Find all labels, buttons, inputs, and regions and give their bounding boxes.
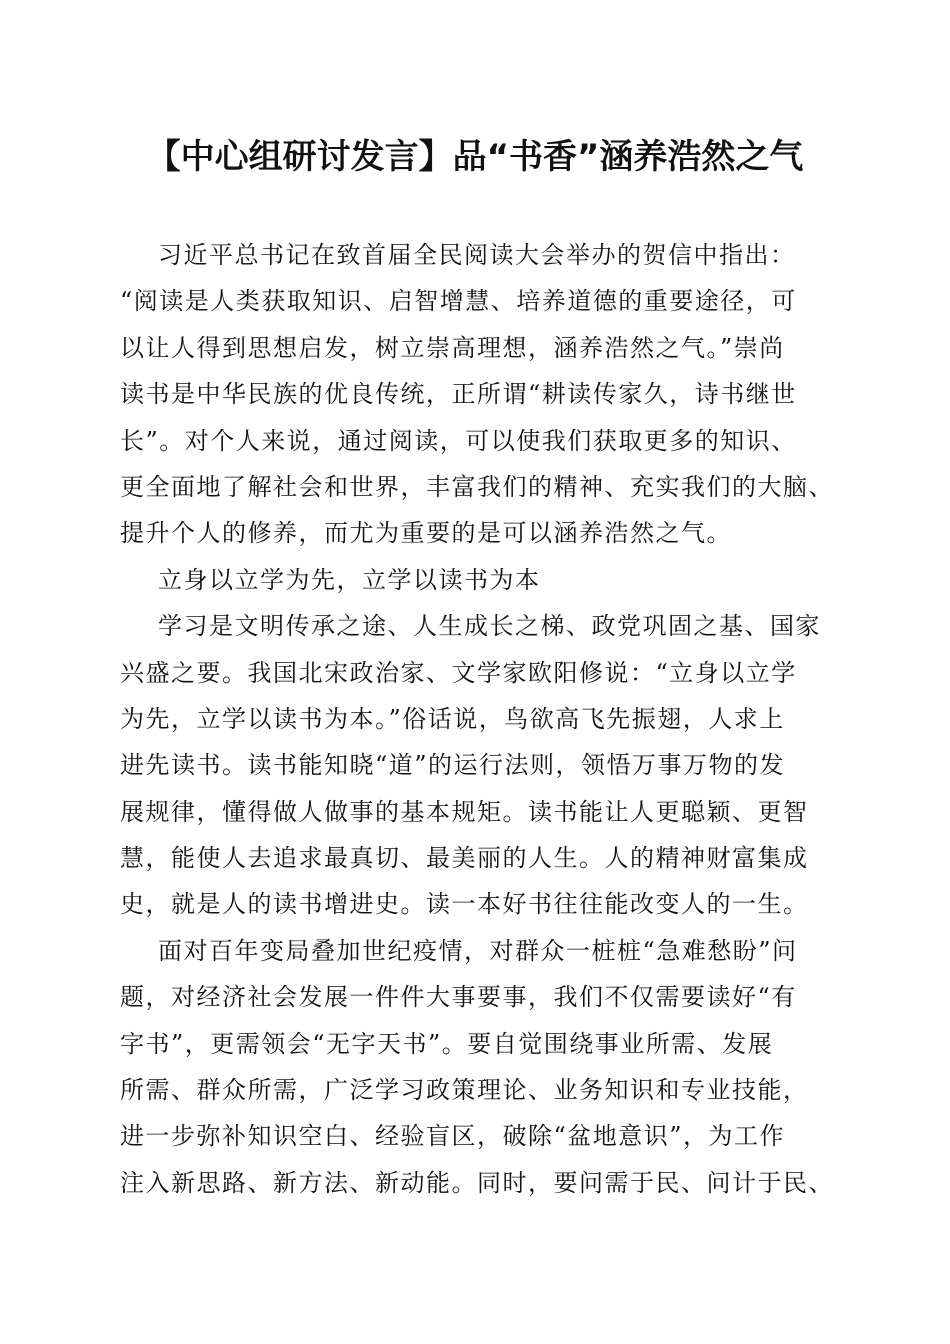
document-title: 【中心组研讨发言】品“书香”涵养浩然之气 (146, 137, 804, 177)
text-line: 为先，立学以读书为本。”俗话说，鸟欲高飞先振翅，人求上 (120, 704, 785, 733)
text-line: 提升个人的修养，而尤为重要的是可以涵养浩然之气。 (120, 519, 732, 548)
text-line: 立身以立学为先，立学以读书为本 (158, 565, 541, 594)
text-line: 题，对经济社会发展一件件大事要事，我们不仅需要读好“有 (120, 983, 797, 1012)
text-line: 以让人得到思想启发，树立崇高理想，涵养浩然之气。”崇尚 (120, 333, 785, 362)
text-line: 习近平总书记在致首届全民阅读大会举办的贺信中指出： (158, 241, 796, 269)
text-line: 学习是文明传承之途、人生成长之梯、政党巩固之基、国家 (158, 612, 821, 641)
text-line: 史，就是人的读书增进史。读一本好书往往能改变人的一生。 (120, 890, 809, 919)
text-line: 进先读书。读书能知晓“道”的运行法则，领悟万事万物的发 (120, 751, 786, 780)
document-body (120, 232, 860, 1206)
text-line: 读书是中华民族的优良传统，正所谓“耕读传家久，诗书继世 (120, 380, 797, 409)
text-line: 所需、群众所需，广泛学习政策理论、业务知识和专业技能， (120, 1076, 809, 1105)
text-line: 兴盛之要。我国北宋政治家、文学家欧阳修说：“立身以立学 (120, 658, 797, 687)
text-line: 字书”，更需领会“无字天书”。要自觉围绕事业所需、发展 (120, 1029, 774, 1058)
text-line: 进一步弥补知识空白、经验盲区，破除“盆地意识”，为工作 (120, 1122, 786, 1151)
text-line: “阅读是人类获取知识、启智增慧、培养道德的重要途径，可 (120, 287, 797, 316)
text-line: 面对百年变局叠加世纪疫情，对群众一桩桩“急难愁盼”问 (158, 936, 798, 965)
text-line: 更全面地了解社会和世界，丰富我们的精神、充实我们的大脑、 (120, 472, 834, 501)
text-line: 长”。对个人来说，通过阅读，可以使我们获取更多的知识、 (120, 426, 797, 455)
text-line: 展规律，懂得做人做事的基本规矩。读书能让人更聪颖、更智 (120, 797, 809, 826)
text-line: 慧，能使人去追求最真切、最美丽的人生。人的精神财富集成 (120, 844, 809, 873)
text-line: 注入新思路、新方法、新动能。同时，要问需于民、问计于民、 (120, 1168, 834, 1197)
